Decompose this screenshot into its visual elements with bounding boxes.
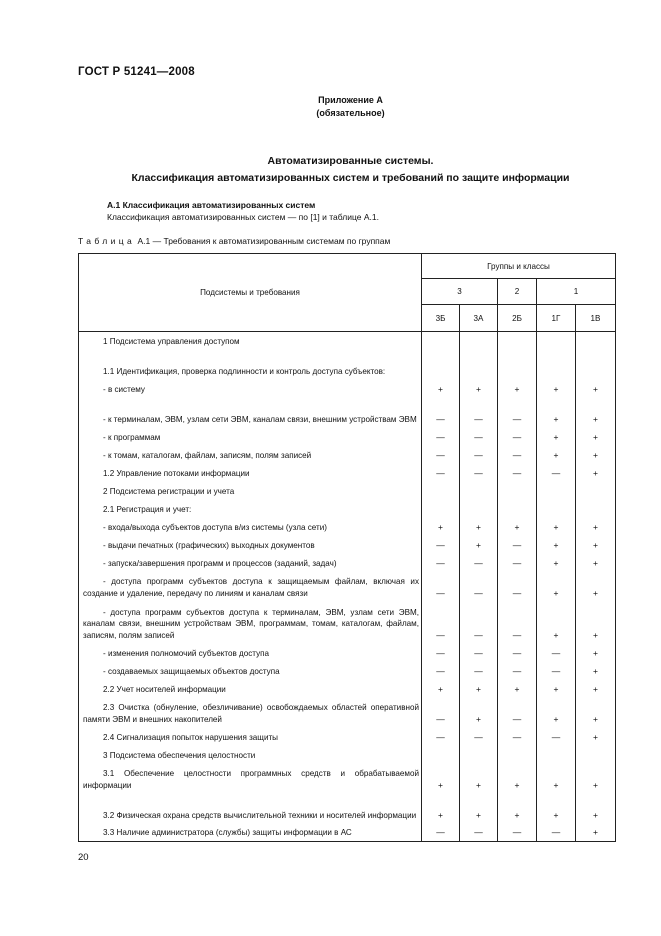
- mark-cell: —: [422, 428, 460, 446]
- mark-cell: +: [537, 602, 576, 644]
- mark-cell: —: [498, 446, 537, 464]
- mark-cell: —: [460, 446, 498, 464]
- main-title-line-2: Классификация автоматизированных систем и требований по защите информации: [131, 172, 570, 184]
- mark-cell: —: [422, 572, 460, 602]
- requirement-cell: - к терминалам, ЭВМ, узлам сети ЭВМ, каналам связи, внешним устройствам ЭВМ: [79, 398, 422, 428]
- mark-cell: +: [460, 680, 498, 698]
- mark-cell: —: [498, 644, 537, 662]
- mark-cell: [498, 500, 537, 518]
- mark-cell: [460, 500, 498, 518]
- requirement-cell: - доступа программ субъектов доступа к терминалам, ЭВМ, узлам сети ЭВМ, каналам связи, внешним устройствам ЭВМ, программам, томам, каталогам, файлам, записям, полям записей: [79, 602, 422, 644]
- mark-cell: [460, 746, 498, 764]
- mark-cell: +: [460, 518, 498, 536]
- mark-cell: —: [498, 572, 537, 602]
- mark-cell: —: [498, 824, 537, 842]
- mark-cell: —: [460, 572, 498, 602]
- table-row: [79, 728, 616, 746]
- mark-cell: [422, 350, 460, 380]
- requirement-cell: 3.3 Наличие администратора (службы) защиты информации в АС: [79, 824, 422, 842]
- mark-cell: —: [498, 662, 537, 680]
- mark-cell: —: [498, 602, 537, 644]
- mark-cell: —: [422, 728, 460, 746]
- requirement-cell: 2.4 Сигнализация попыток нарушения защиты: [79, 728, 422, 746]
- mark-cell: +: [576, 764, 616, 794]
- mark-cell: [422, 482, 460, 500]
- requirement-cell: 3.2 Физическая охрана средств вычислительной техники и носителей информации: [79, 794, 422, 824]
- table-row: [79, 482, 616, 500]
- requirement-cell: - создаваемых защищаемых объектов доступа: [79, 662, 422, 680]
- mark-cell: [422, 332, 460, 350]
- requirement-cell: 2.2 Учет носителей информации: [79, 680, 422, 698]
- table-row: [79, 500, 616, 518]
- mark-cell: +: [576, 518, 616, 536]
- mark-cell: +: [537, 680, 576, 698]
- mark-cell: +: [537, 398, 576, 428]
- class-header-1v: 1В: [576, 305, 616, 332]
- requirement-cell: - к томам, каталогам, файлам, записям, полям записей: [79, 446, 422, 464]
- class-header-3a: 3А: [460, 305, 498, 332]
- requirement-cell: - выдачи печатных (графических) выходных документов: [79, 536, 422, 554]
- mark-cell: +: [498, 764, 537, 794]
- mark-cell: +: [537, 380, 576, 398]
- main-title-line-1: Автоматизированные системы.: [267, 155, 434, 167]
- mark-cell: +: [422, 794, 460, 824]
- mark-cell: +: [422, 518, 460, 536]
- mark-cell: —: [498, 398, 537, 428]
- mark-cell: +: [576, 446, 616, 464]
- mark-cell: —: [460, 644, 498, 662]
- mark-cell: [537, 332, 576, 350]
- table-row: [79, 380, 616, 398]
- mark-cell: —: [460, 728, 498, 746]
- mark-cell: +: [576, 644, 616, 662]
- section-heading: А.1 Классификация автоматизированных систем: [107, 200, 316, 210]
- mark-cell: +: [576, 824, 616, 842]
- requirements-table: [78, 253, 616, 842]
- class-header-2b: 2Б: [498, 305, 537, 332]
- mark-cell: +: [460, 536, 498, 554]
- mark-cell: +: [576, 794, 616, 824]
- mark-cell: [576, 332, 616, 350]
- mark-cell: +: [576, 572, 616, 602]
- table-row: [79, 746, 616, 764]
- requirement-cell: 2.1 Регистрация и учет:: [79, 500, 422, 518]
- mark-cell: —: [498, 464, 537, 482]
- table-row: [79, 698, 616, 728]
- mark-cell: [498, 332, 537, 350]
- mark-cell: —: [537, 728, 576, 746]
- mark-cell: [422, 500, 460, 518]
- groups-header: Группы и классы: [422, 254, 616, 279]
- mark-cell: +: [537, 794, 576, 824]
- mark-cell: [537, 482, 576, 500]
- mark-cell: —: [422, 644, 460, 662]
- mark-cell: —: [537, 662, 576, 680]
- mark-cell: +: [498, 680, 537, 698]
- mark-cell: —: [422, 698, 460, 728]
- mark-cell: —: [498, 698, 537, 728]
- mark-cell: —: [460, 428, 498, 446]
- mark-cell: —: [422, 536, 460, 554]
- mark-cell: [576, 350, 616, 380]
- class-header-1g: 1Г: [537, 305, 576, 332]
- mark-cell: —: [422, 824, 460, 842]
- mark-cell: +: [537, 572, 576, 602]
- mark-cell: [460, 482, 498, 500]
- mark-cell: +: [498, 380, 537, 398]
- mark-cell: —: [537, 464, 576, 482]
- table-row: [79, 332, 616, 350]
- requirement-cell: 2.3 Очистка (обнуление, обезличивание) освобождаемых областей оперативной памяти ЭВМ и внешних накопителей: [79, 698, 422, 728]
- mark-cell: +: [422, 380, 460, 398]
- table-row: [79, 350, 616, 380]
- group-header-3: 3: [422, 279, 498, 305]
- mark-cell: +: [537, 518, 576, 536]
- mark-cell: —: [498, 428, 537, 446]
- mark-cell: +: [537, 698, 576, 728]
- mark-cell: —: [422, 662, 460, 680]
- table-row: [79, 464, 616, 482]
- col-header-requirements: Подсистемы и требования: [79, 254, 422, 332]
- mark-cell: [498, 746, 537, 764]
- requirement-cell: 2 Подсистема регистрации и учета: [79, 482, 422, 500]
- mark-cell: —: [422, 554, 460, 572]
- mark-cell: +: [576, 698, 616, 728]
- mark-cell: +: [576, 554, 616, 572]
- mark-cell: +: [576, 536, 616, 554]
- table-row: [79, 794, 616, 824]
- class-header-3b: 3Б: [422, 305, 460, 332]
- mark-cell: +: [537, 764, 576, 794]
- mark-cell: [498, 350, 537, 380]
- mark-cell: —: [498, 728, 537, 746]
- mark-cell: +: [460, 764, 498, 794]
- mark-cell: —: [460, 662, 498, 680]
- requirement-cell: 1 Подсистема управления доступом: [79, 332, 422, 350]
- table-row: [79, 446, 616, 464]
- requirement-cell: 1.1 Идентификация, проверка подлинности и контроль доступа субъектов:: [79, 350, 422, 380]
- mark-cell: [576, 482, 616, 500]
- mark-cell: +: [460, 698, 498, 728]
- page-number: 20: [78, 852, 89, 863]
- mark-cell: +: [422, 764, 460, 794]
- table-row: [79, 518, 616, 536]
- mark-cell: +: [576, 680, 616, 698]
- requirement-cell: - доступа программ субъектов доступа к защищаемым файлам, включая их создание и удаление, передачу по линиям и каналам связи: [79, 572, 422, 602]
- table-caption-label: Таблица: [78, 236, 136, 246]
- mark-cell: [422, 746, 460, 764]
- mark-cell: +: [576, 428, 616, 446]
- table-row: [79, 602, 616, 644]
- mark-cell: +: [576, 602, 616, 644]
- mark-cell: —: [422, 602, 460, 644]
- mark-cell: +: [498, 794, 537, 824]
- table-row: [79, 428, 616, 446]
- mark-cell: [498, 482, 537, 500]
- mark-cell: +: [576, 662, 616, 680]
- mark-cell: —: [460, 398, 498, 428]
- mark-cell: —: [498, 536, 537, 554]
- mark-cell: —: [460, 464, 498, 482]
- mark-cell: —: [460, 602, 498, 644]
- group-header-1: 1: [537, 279, 616, 305]
- group-header-2: 2: [498, 279, 537, 305]
- mark-cell: [576, 500, 616, 518]
- mark-cell: —: [422, 446, 460, 464]
- mark-cell: +: [576, 728, 616, 746]
- table-row: [79, 572, 616, 602]
- requirement-cell: - запуска/завершения программ и процессов (заданий, задач): [79, 554, 422, 572]
- mark-cell: +: [537, 446, 576, 464]
- mark-cell: —: [422, 464, 460, 482]
- mark-cell: +: [422, 680, 460, 698]
- table-row: [79, 764, 616, 794]
- mark-cell: —: [537, 824, 576, 842]
- mark-cell: +: [460, 380, 498, 398]
- requirement-cell: - к программам: [79, 428, 422, 446]
- annex-status: (обязательное): [316, 108, 385, 118]
- table-row: [79, 680, 616, 698]
- mark-cell: +: [460, 794, 498, 824]
- mark-cell: —: [537, 644, 576, 662]
- table-row: [79, 824, 616, 842]
- mark-cell: +: [537, 428, 576, 446]
- mark-cell: +: [537, 554, 576, 572]
- table-row: [79, 398, 616, 428]
- mark-cell: [460, 332, 498, 350]
- table-caption: [78, 236, 390, 246]
- mark-cell: [537, 500, 576, 518]
- mark-cell: +: [576, 380, 616, 398]
- requirement-cell: - входа/выхода субъектов доступа в/из системы (узла сети): [79, 518, 422, 536]
- requirement-cell: 1.2 Управление потоками информации: [79, 464, 422, 482]
- requirement-cell: 3 Подсистема обеспечения целостности: [79, 746, 422, 764]
- mark-cell: +: [537, 536, 576, 554]
- mark-cell: +: [498, 518, 537, 536]
- table-row: [79, 536, 616, 554]
- mark-cell: —: [422, 398, 460, 428]
- table-row: [79, 662, 616, 680]
- mark-cell: —: [498, 554, 537, 572]
- requirement-cell: 3.1 Обеспечение целостности программных средств и обрабатываемой информации: [79, 764, 422, 794]
- mark-cell: +: [576, 398, 616, 428]
- table-row: [79, 554, 616, 572]
- table-caption-text: А.1 — Требования к автоматизированным системам по группам: [135, 236, 391, 246]
- mark-cell: [576, 746, 616, 764]
- requirement-cell: - в систему: [79, 380, 422, 398]
- mark-cell: +: [576, 464, 616, 482]
- mark-cell: —: [460, 824, 498, 842]
- mark-cell: —: [460, 554, 498, 572]
- document-id: ГОСТ Р 51241—2008: [78, 66, 195, 78]
- mark-cell: [537, 350, 576, 380]
- requirement-cell: - изменения полномочий субъектов доступа: [79, 644, 422, 662]
- annex-title: Приложение А: [318, 95, 383, 105]
- mark-cell: [460, 350, 498, 380]
- mark-cell: [537, 746, 576, 764]
- table-row: [79, 644, 616, 662]
- section-text: Классификация автоматизированных систем — по [1] и таблице А.1.: [107, 212, 379, 222]
